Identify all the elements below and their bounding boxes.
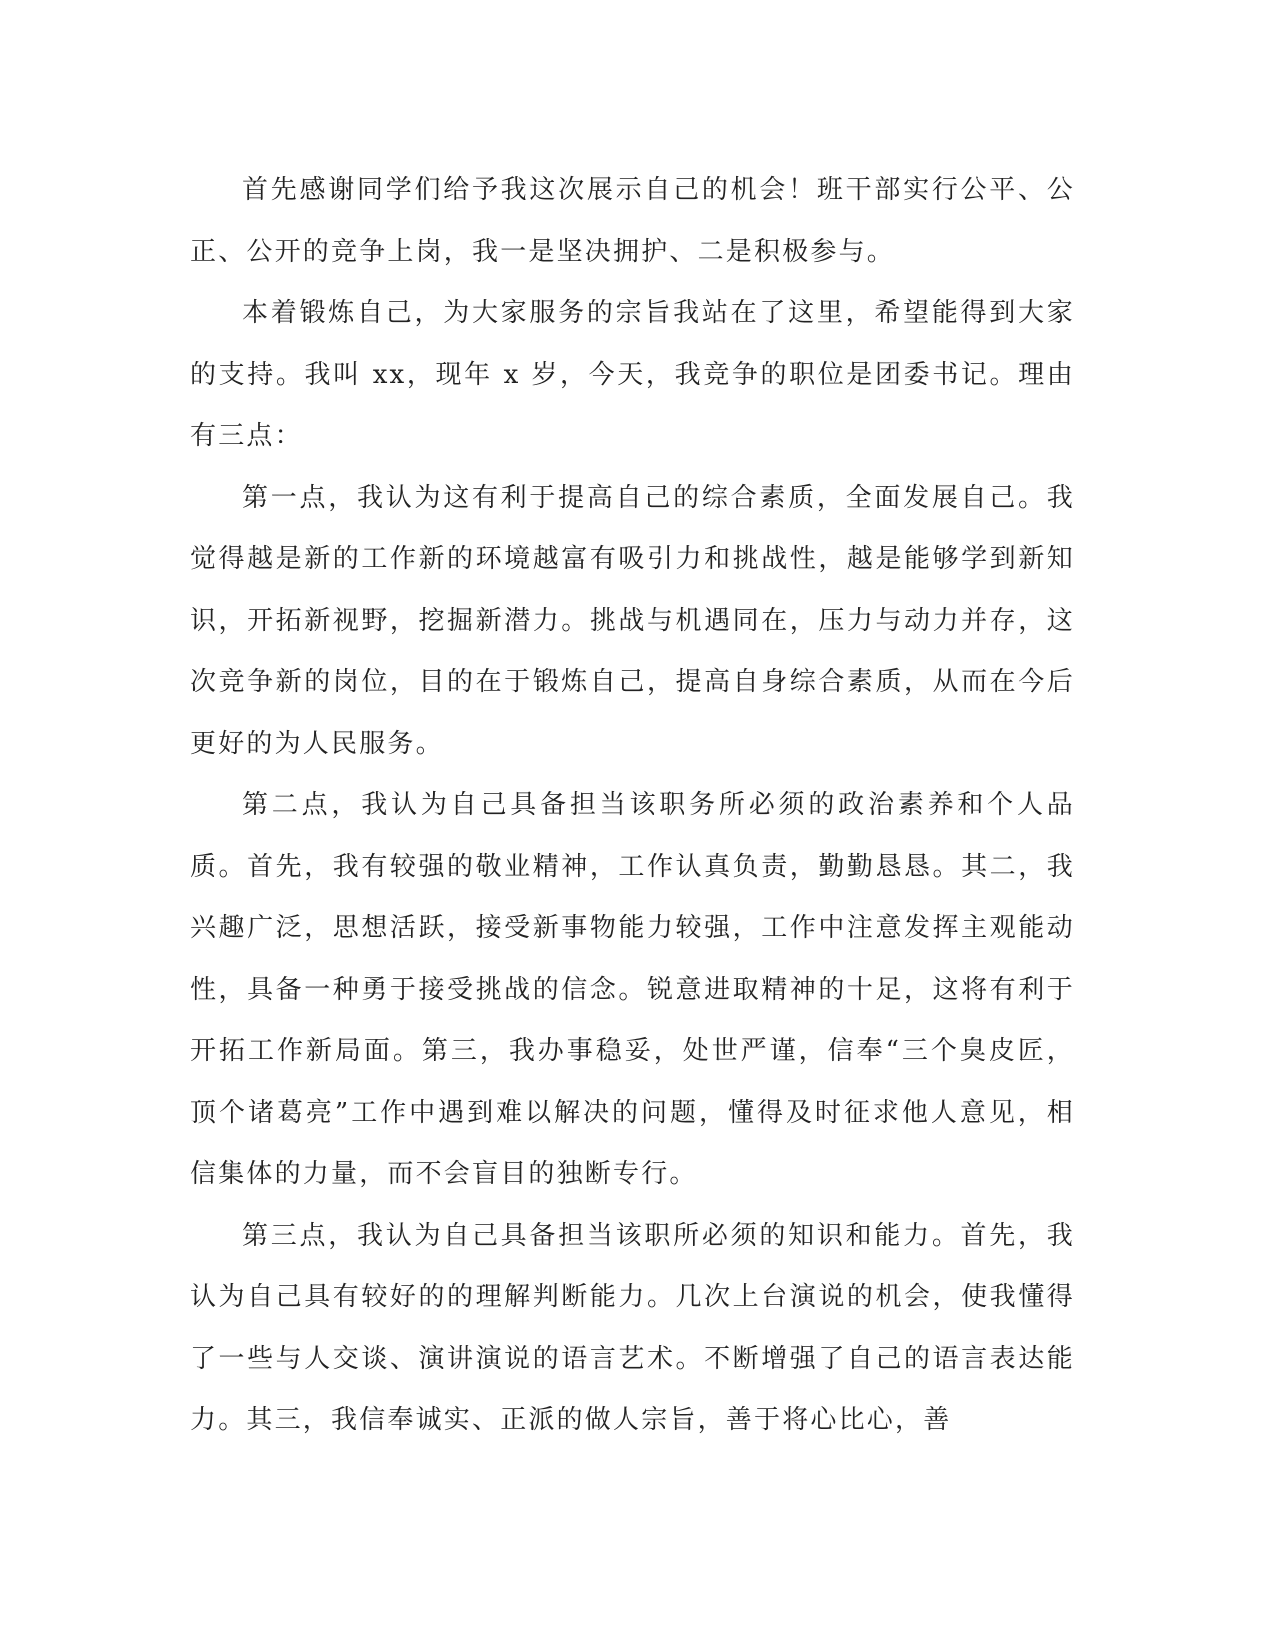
document-body [190,160,1075,1452]
paragraph-point-three: 第三点，我认为自己具备担当该职所必须的知识和能力。首先，我认为自己具有较好的的理解判断能力。几次上台演说的机会，使我懂得了一些与人交谈、演讲演说的语言艺术。不断增强了自己的语言表达能力。其三，我信奉诚实、正派的做人宗旨，善于将心比心，善 [190,1220,1075,1435]
paragraph-intro: 首先感谢同学们给予我这次展示自己的机会！班干部实行公平、公正、公开的竞争上岗，我一是坚决拥护、二是积极参与。 [190,175,1075,267]
paragraph-point-two: 第二点，我认为自己具备担当该职务所必须的政治素养和个人品质。首先，我有较强的敬业精神，工作认真负责，勤勤恳恳。其二，我兴趣广泛，思想活跃，接受新事物能力较强，工作中注意发挥主观能动性，具备一种勇于接受挑战的信念。锐意进取精神的十足，这将有利于开拓工作新局面。第三，我办事稳妥，处世严谨，信奉“三个臭皮匠，顶个诸葛亮”工作中遇到难以解决的问题，懂得及时征求他人意见，相信集体的力量，而不会盲目的独断专行。 [190,790,1075,1189]
paragraph-point-one: 第一点，我认为这有利于提高自己的综合素质，全面发展自己。我觉得越是新的工作新的环境越富有吸引力和挑战性，越是能够学到新知识，开拓新视野，挖掘新潜力。挑战与机遇同在，压力与动力并存，这次竞争新的岗位，目的在于锻炼自己，提高自身综合素质，从而在今后更好的为人民服务。 [190,482,1075,759]
paragraph-purpose: 本着锻炼自己，为大家服务的宗旨我站在了这里，希望能得到大家的支持。我叫 xx，现年 x 岁，今天，我竞争的职位是团委书记。理由有三点： [190,298,1075,451]
